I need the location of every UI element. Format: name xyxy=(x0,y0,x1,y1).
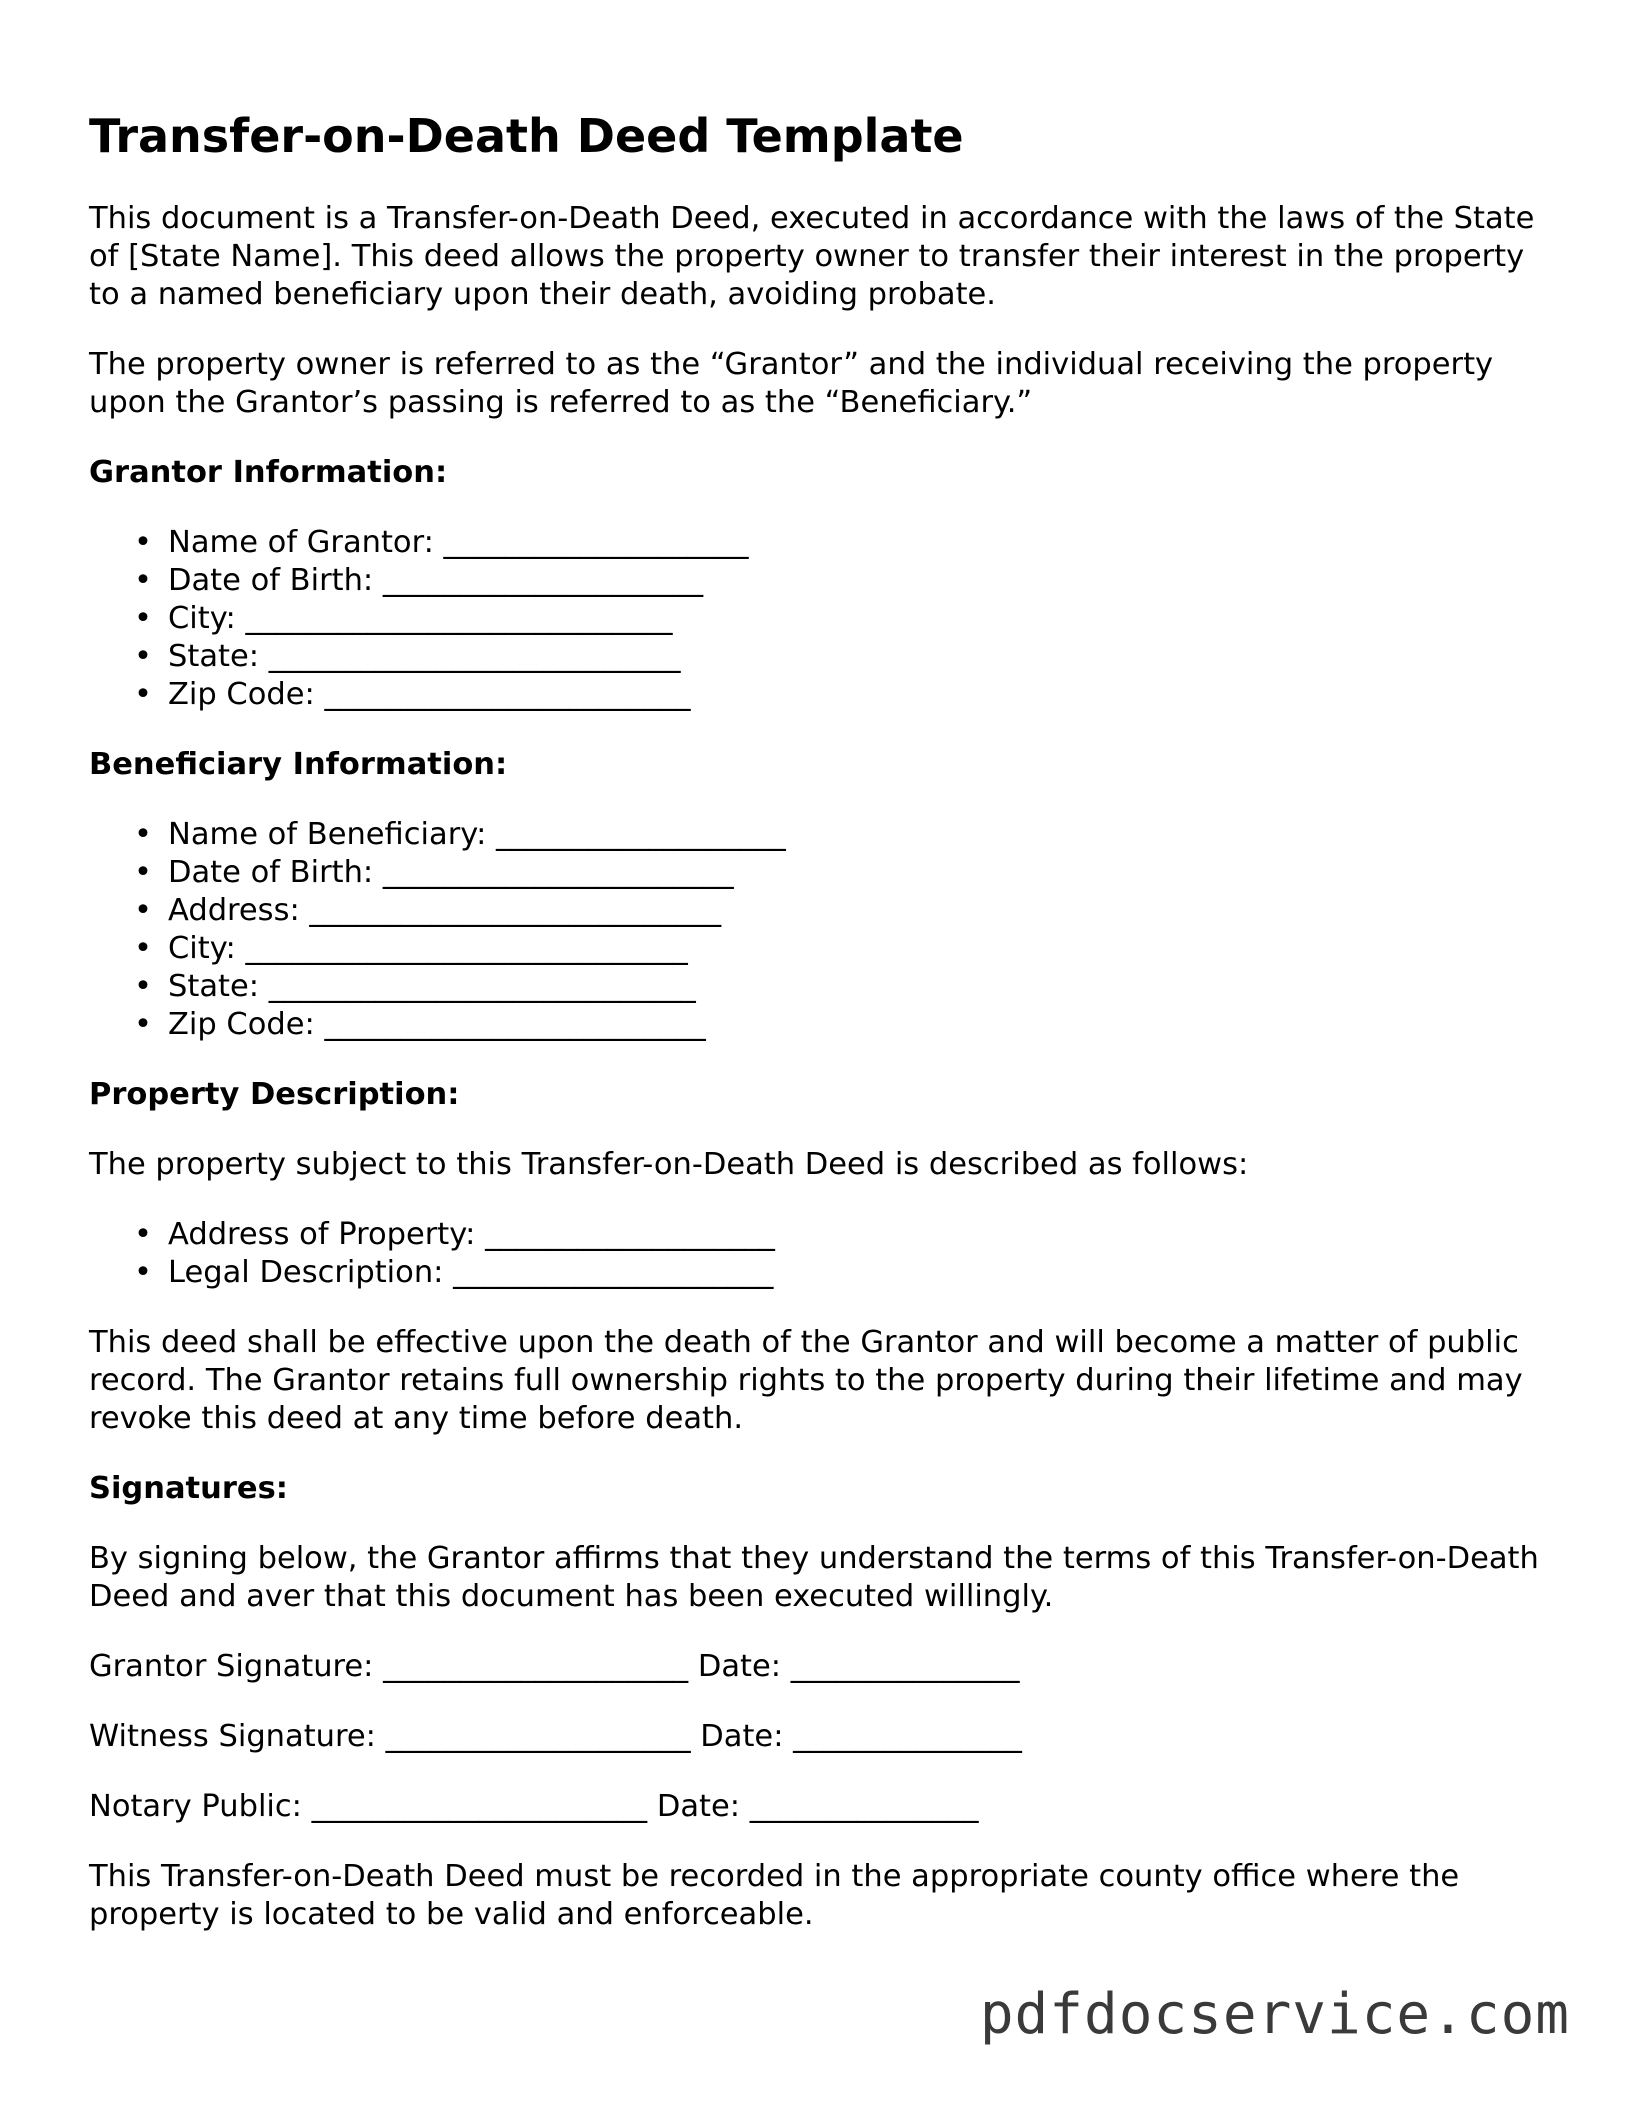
list-item: • State: ___________________________ xyxy=(168,638,1549,676)
list-item: • Legal Description: _____________________ xyxy=(168,1254,1549,1292)
grantor-heading: Grantor Information: xyxy=(89,455,448,490)
list-item: • Address: ___________________________ xyxy=(168,892,1549,930)
grantor-signature-line: Grantor Signature: ____________________ Date: _______________ xyxy=(89,1649,1020,1684)
list-item: • State: ____________________________ xyxy=(168,968,1549,1006)
list-item: • Zip Code: ________________________ xyxy=(168,676,1549,714)
watermark: pdfdocservice.com xyxy=(979,1982,1570,2047)
signatures-heading: Signatures: xyxy=(89,1471,288,1506)
list-item: • Name of Beneficiary: ___________________ xyxy=(168,816,1549,854)
notary-signature-line: Notary Public: ______________________ Date: _______________ xyxy=(89,1789,979,1824)
list-item: • Name of Grantor: ____________________ xyxy=(168,524,1549,562)
list-item: • Zip Code: _________________________ xyxy=(168,1006,1549,1044)
effect-paragraph: This deed shall be effective upon the death of the Grantor and will become a matter of public record. The Grantor retains full ownership rights to the property during their lifetime and may revoke this deed at any time before death. xyxy=(89,1325,1523,1436)
definitions-paragraph: The property owner is referred to as the “Grantor” and the individual receiving the property upon the Grantor’s passing is referred to as the “Beneficiary.” xyxy=(89,347,1494,420)
intro-paragraph: This document is a Transfer-on-Death Deed, executed in accordance with the laws of the State of [State Name]. This deed allows the property owner to transfer their interest in the property to a named beneficiary upon their death, avoiding probate. xyxy=(89,201,1535,312)
beneficiary-heading: Beneficiary Information: xyxy=(89,747,508,782)
property-list xyxy=(89,1216,1549,1292)
list-item: • Date of Birth: _______________________ xyxy=(168,854,1549,892)
witness-signature-line: Witness Signature: ____________________ Date: _______________ xyxy=(89,1719,1022,1754)
page-title: Transfer-on-Death Deed Template xyxy=(89,109,964,163)
grantor-list xyxy=(89,524,1549,714)
list-item: • Address of Property: ___________________ xyxy=(168,1216,1549,1254)
property-intro: The property subject to this Transfer-on-Death Deed is described as follows: xyxy=(89,1147,1249,1182)
document-page xyxy=(89,108,1549,1966)
list-item: • City: ____________________________ xyxy=(168,600,1549,638)
property-heading: Property Description: xyxy=(89,1077,460,1112)
signatures-intro: By signing below, the Grantor affirms that they understand the terms of this Transfer-on-Death Deed and aver that this document has been executed willingly. xyxy=(89,1541,1539,1614)
closing-paragraph: This Transfer-on-Death Deed must be recorded in the appropriate county office where the property is located to be valid and enforceable. xyxy=(89,1859,1460,1932)
beneficiary-list xyxy=(89,816,1549,1044)
list-item: • Date of Birth: _____________________ xyxy=(168,562,1549,600)
list-item: • City: _____________________________ xyxy=(168,930,1549,968)
